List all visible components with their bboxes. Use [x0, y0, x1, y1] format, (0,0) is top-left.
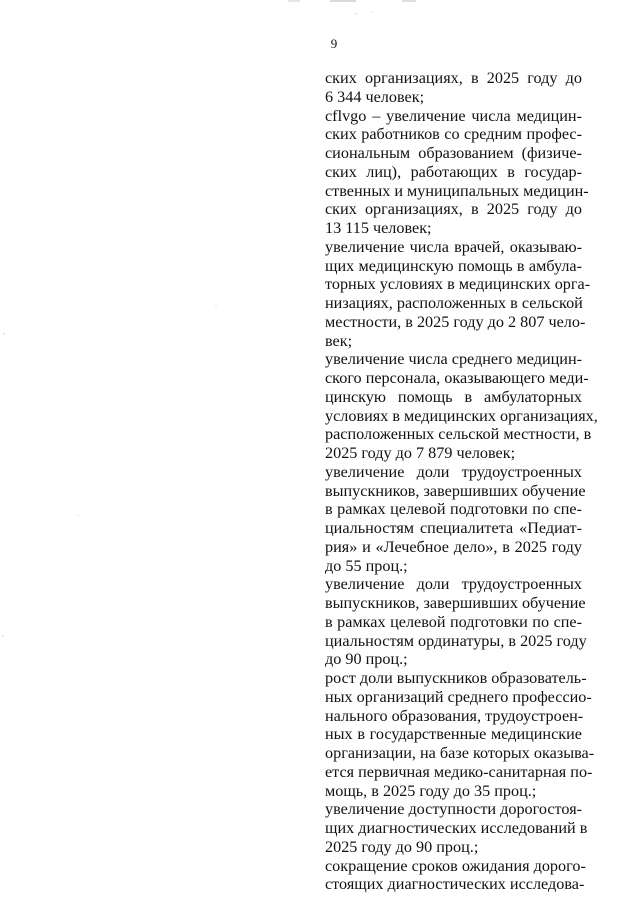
- text-line: увеличение доступности дорогостоя-: [325, 800, 583, 819]
- text-line: нального образования, трудоустроен-: [325, 706, 584, 725]
- text-line: низациях, расположенных в сельской: [325, 294, 583, 312]
- text-line: ных в государственные медицинские: [325, 725, 582, 744]
- text-line: условиях в медицинских организациях,: [325, 406, 598, 425]
- text-line: увеличение доли трудоустроенных: [325, 462, 582, 481]
- text-line: ских организациях, в 2025 году до: [325, 200, 582, 219]
- text-line: в рамках целевой подготовки по спе-: [325, 612, 582, 631]
- scan-speck: [215, 304, 216, 305]
- text-line: ского персонала, оказывающего меди-: [325, 369, 589, 387]
- text-line: организации, на базе которых оказыва-: [325, 744, 595, 762]
- scan-speck: [2, 635, 3, 636]
- text-line: торных условиях в медицинских орга-: [325, 275, 591, 294]
- text-line: ских лиц), работающих в государ-: [325, 162, 582, 181]
- scan-speck: [371, 11, 372, 12]
- scan-speck: [130, 791, 131, 792]
- text-line: щих медицинскую помощь в амбула-: [325, 256, 582, 275]
- text-line: 13 115 человек;: [325, 219, 432, 237]
- text-line: ственных и муниципальных медицин-: [325, 181, 589, 200]
- text-line: сокращение сроков ожидания дорого-: [325, 856, 586, 875]
- body-text-column: [325, 69, 598, 894]
- text-line: 2025 году до 90 проц.;: [325, 837, 479, 856]
- text-line: цинскую помощь в амбулаторных: [325, 387, 582, 406]
- scan-speck: [3, 333, 4, 334]
- text-line: расположенных сельской местности, в: [325, 425, 592, 444]
- text-line: сиональным образованием (физиче-: [325, 144, 582, 162]
- text-line: век;: [325, 331, 353, 350]
- scan-speck: [77, 514, 78, 515]
- text-line: увеличение числа среднего медицин-: [325, 350, 582, 369]
- text-line: в рамках целевой подготовки по спе-: [325, 500, 582, 519]
- scan-speck: [355, 13, 356, 14]
- text-line: стоящих диагностических исследова-: [325, 875, 585, 894]
- text-line: выпускников, завершивших обучение: [325, 481, 586, 500]
- page-number: 9: [330, 36, 338, 51]
- text-line: cflvgo – увеличение числа медицин-: [325, 106, 582, 125]
- text-line: ных организаций среднего профессио-: [325, 687, 592, 706]
- text-line: увеличение доли трудоустроенных: [325, 575, 582, 594]
- text-line: ских работников со средним профес-: [325, 125, 582, 144]
- text-line: местности, в 2025 году до 2 807 чело-: [325, 312, 586, 331]
- text-line: циальностям специалитета «Педиат-: [325, 519, 582, 537]
- text-line: 2025 году до 7 879 человек;: [325, 444, 516, 462]
- text-line: ских организациях, в 2025 году до: [325, 69, 582, 87]
- text-line: увеличение числа врачей, оказываю-: [325, 237, 582, 256]
- text-line: ется первичная медико-санитарная по-: [325, 762, 593, 781]
- text-line: рост доли выпускников образователь-: [325, 669, 587, 687]
- text-line: рия» и «Лечебное дело», в 2025 году: [325, 537, 582, 556]
- text-line: выпускников, завершивших обучение: [325, 594, 586, 612]
- text-line: 6 344 человек;: [325, 87, 425, 106]
- text-line: мощь, в 2025 году до 35 проц.;: [325, 781, 537, 800]
- text-line: циальностям ординатуры, в 2025 году: [325, 631, 587, 650]
- text-line: до 55 проц.;: [325, 556, 408, 575]
- text-line: до 90 проц.;: [325, 650, 408, 669]
- text-line: щих диагностических исследований в: [325, 819, 588, 837]
